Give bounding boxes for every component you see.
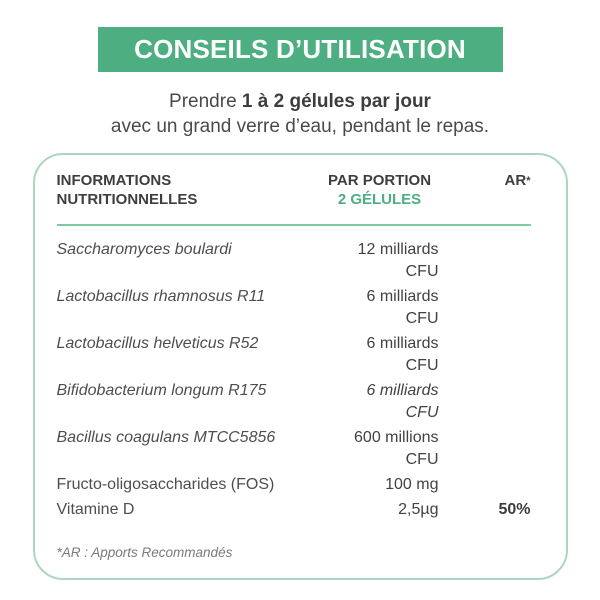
amount-value: 12 milliards [357,241,439,258]
header-divider [57,224,531,226]
ingredient-name: Bacillus coagulans MTCC5856 [56,429,276,446]
amount-unit: CFU [405,404,439,421]
ingredient-name: Fructo-oligosaccharides (FOS) [56,476,275,493]
ar-footnote: *AR : Apports Recommandés [56,545,233,560]
ingredient-amount [321,499,439,521]
ingredient-amount [321,380,439,424]
amount-value: 6 milliards [366,288,439,305]
table-row [57,427,531,471]
amount-value: 6 milliards [366,335,439,352]
amount-value: 100 mg [385,476,439,493]
header-portion-line-1: PAR PORTION [327,172,432,189]
table-row [57,286,531,330]
ingredient-amount [321,286,439,330]
amount-unit: CFU [405,451,439,468]
amount-unit: CFU [405,310,439,327]
ingredient-amount [321,427,439,471]
header-col-per-portion [321,171,439,209]
usage-instructions [0,89,600,139]
banner-title: CONSEILS D’UTILISATION [134,34,466,64]
ingredient-name: Bifidobacterium longum R175 [56,382,267,399]
amount-value: 6 milliards [366,382,439,399]
nutrition-table-header [57,171,531,209]
ingredient-name: Vitamine D [56,501,135,518]
header-info-line-1: INFORMATIONS [56,172,172,189]
per-portion-serving: 2 GÉLULES [337,191,422,208]
usage-line-1-bold: 1 à 2 gélules par jour [241,91,431,112]
usage-line-2: avec un grand verre d’eau, pendant le repas. [110,116,490,137]
table-row [57,380,531,424]
usage-banner [98,27,503,72]
ingredient-amount [321,333,439,377]
table-row [57,499,531,521]
ingredient-name: Lactobacillus rhamnosus R11 [56,288,266,305]
header-col-ar [439,171,531,192]
header-info-line-2: NUTRITIONNELLES [56,191,198,208]
header-ar-label: AR [504,172,527,189]
amount-unit: CFU [405,263,439,280]
ingredient-amount [321,474,439,496]
ingredient-amount [321,239,439,283]
ar-value: 50% [498,501,531,518]
amount-unit: CFU [405,357,439,374]
nutrition-card [33,153,568,580]
table-row [57,474,531,496]
table-row [57,239,531,283]
amount-value: 600 millions [354,429,439,446]
ingredient-name: Lactobacillus helveticus R52 [56,335,259,352]
asterisk-icon: * [526,175,531,187]
amount-value: 2,5µg [398,501,439,518]
header-col-nutrition-info [57,171,321,209]
ingredient-name: Saccharomyces boulardi [56,241,232,258]
table-row [57,333,531,377]
usage-line-1-normal: Prendre [169,91,242,112]
usage-line-1 [0,89,600,114]
